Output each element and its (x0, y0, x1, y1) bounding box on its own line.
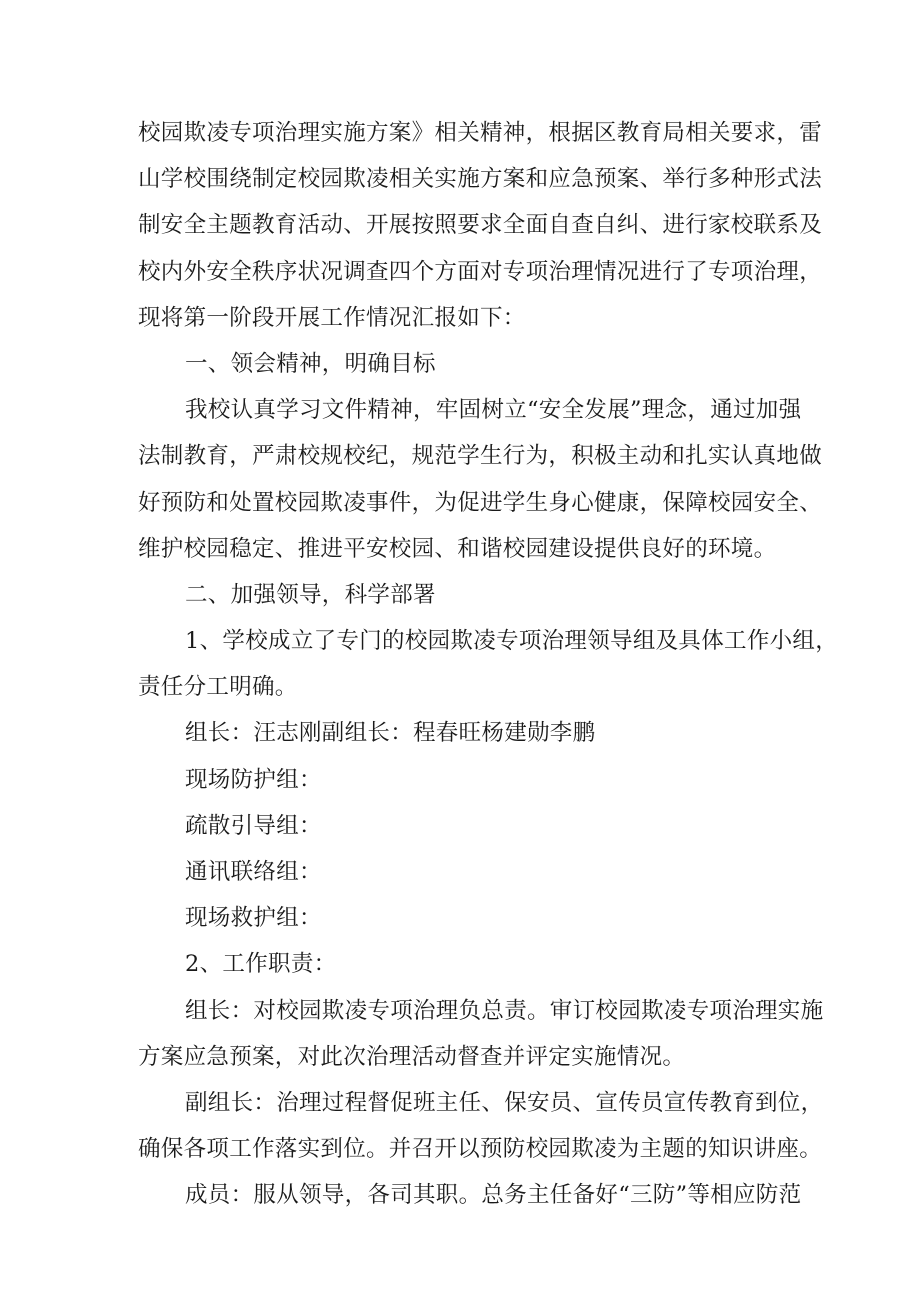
text-line: 法制教育，严肃校规校纪，规范学生行为，积极主动和扎实认真地做 (138, 443, 823, 470)
document-body (138, 110, 839, 1219)
text-line: 通讯联络组： (185, 859, 322, 885)
text-line: 现场救护组： (185, 905, 322, 932)
text-line: 方案应急预案，对此次治理活动督查并评定实施情况。 (138, 1043, 686, 1070)
text-line: 现场防护组： (185, 766, 322, 793)
text-line: 现将第一阶段开展工作情况汇报如下： (138, 304, 526, 331)
text-line: 校内外安全秩序状况调查四个方面对专项治理情况进行了专项治理， (138, 258, 823, 285)
text-line: 1、学校成立了专门的校园欺凌专项治理领导组及具体工作小组， (185, 628, 839, 655)
text-line: 制安全主题教育活动、开展按照要求全面自查自纠、进行家校联系及 (138, 212, 823, 239)
section-heading: 一、领会精神，明确目标 (185, 350, 436, 377)
text-line: 成员：服从领导，各司其职。总务主任备好“三防”等相应防范 (185, 1182, 802, 1209)
section-heading: 二、加强领导，科学部署 (185, 581, 436, 608)
text-line: 我校认真学习文件精神，牢固树立“安全发展”理念，通过加强 (185, 397, 802, 424)
text-line: 山学校围绕制定校园欺凌相关实施方案和应急预案、举行多种形式法 (138, 166, 823, 193)
text-line: 组长：对校园欺凌专项治理负总责。审订校园欺凌专项治理实施 (185, 997, 824, 1024)
text-line: 校园欺凌专项治理实施方案》相关精神，根据区教育局相关要求，雷 (138, 120, 823, 146)
text-line: 确保各项工作落实到位。并召开以预防校园欺凌为主题的知识讲座。 (138, 1136, 823, 1163)
text-line: 维护校园稳定、推进平安校园、和谐校园建设提供良好的环境。 (138, 535, 777, 562)
text-line: 组长：汪志刚副组长：程春旺杨建勋李鹏 (185, 720, 596, 747)
text-line: 2、工作职责： (185, 951, 337, 978)
text-line: 责任分工明确。 (138, 674, 298, 701)
text-line: 疏散引导组： (185, 812, 322, 839)
text-line: 好预防和处置校园欺凌事件，为促进学生身心健康，保障校园安全、 (138, 489, 823, 516)
text-line: 副组长：治理过程督促班主任、保安员、宣传员宣传教育到位， (185, 1089, 824, 1116)
